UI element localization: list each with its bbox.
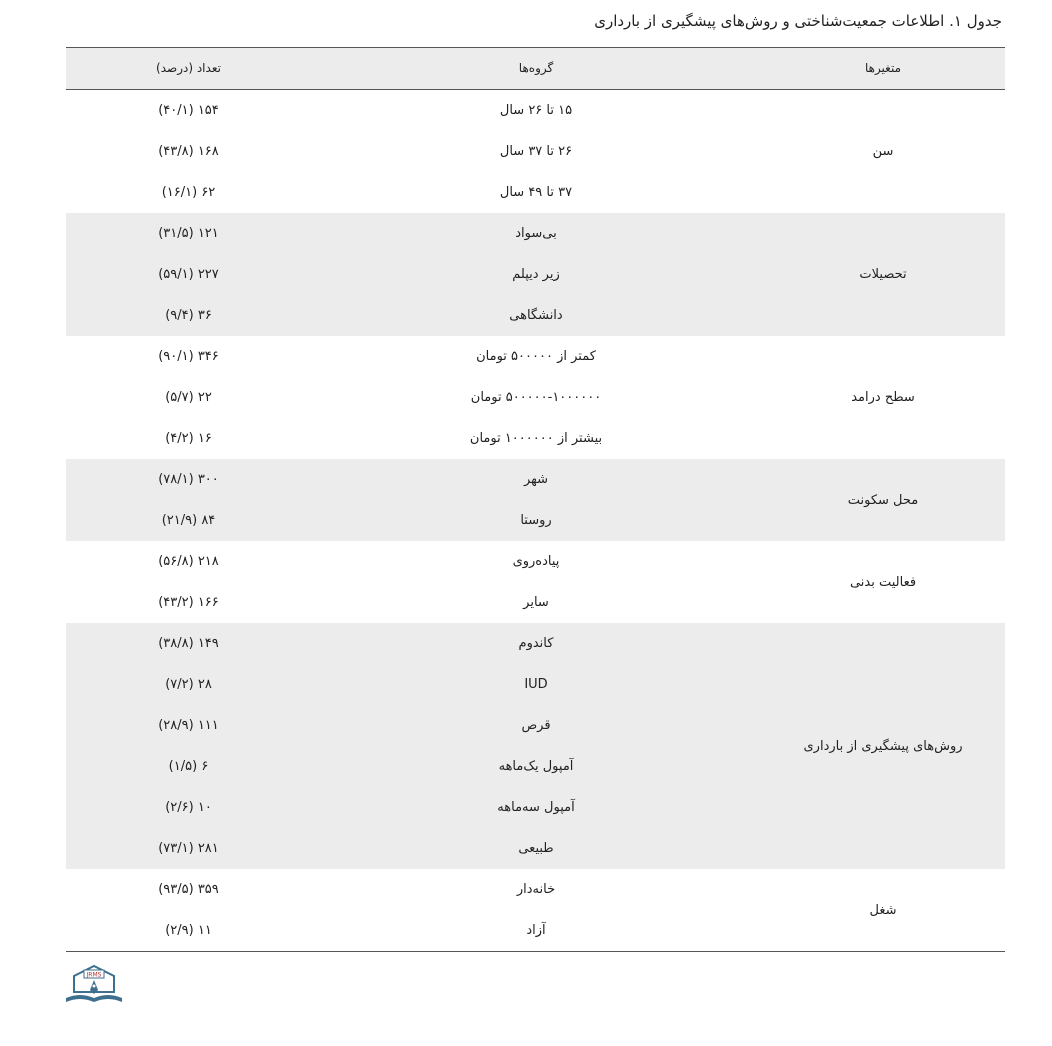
count-cell: ۲۱۸ (۵۶/۸) — [158, 554, 219, 569]
group-cell: آمپول سه‌ماهه — [497, 800, 575, 815]
table-row — [66, 418, 1005, 459]
group-cell: بیشتر از ۱۰۰۰۰۰۰ تومان — [469, 431, 603, 446]
table-row — [66, 623, 1005, 664]
group-cell: IUD — [524, 677, 548, 692]
table-row — [66, 582, 1005, 623]
group-cell: سایر — [523, 595, 549, 610]
count-cell: ۱۶۶ (۴۳/۲) — [158, 595, 219, 610]
count-cell: ۳۰۰ (۷۸/۱) — [158, 472, 219, 487]
variable-group — [66, 90, 1005, 213]
variable-name: شغل — [869, 902, 897, 918]
count-cell: ۲۲۷ (۵۹/۱) — [158, 267, 219, 282]
group-cell: شهر — [523, 472, 549, 487]
variable-group — [66, 623, 1005, 869]
group-cell: دانشگاهی — [509, 308, 563, 323]
table-row — [66, 910, 1005, 951]
svg-text:JRMS: JRMS — [86, 971, 102, 979]
variable-group — [66, 459, 1005, 541]
group-cell: طبیعی — [518, 841, 554, 856]
variable-group — [66, 336, 1005, 459]
header-groups: گروه‌ها — [518, 61, 554, 75]
group-cell: کمتر از ۵۰۰۰۰۰ تومان — [476, 349, 596, 364]
table-row — [66, 377, 1005, 418]
group-cell: آزاد — [526, 923, 546, 938]
count-cell: ۱۰ (۲/۶) — [165, 800, 212, 815]
count-cell: ۱۶ (۴/۲) — [165, 431, 212, 446]
group-cell: ۲۶ تا ۳۷ سال — [499, 144, 573, 159]
table-row — [66, 787, 1005, 828]
table-header — [66, 48, 1005, 90]
table-row — [66, 746, 1005, 787]
variable-name: محل سکونت — [847, 492, 919, 508]
group-cell: ۵۰۰۰۰۰-۱۰۰۰۰۰۰ تومان — [470, 390, 602, 405]
variable-name: سن — [872, 144, 894, 159]
group-cell: ۳۷ تا ۴۹ سال — [499, 185, 573, 200]
count-cell: ۱۵۴ (۴۰/۱) — [158, 103, 219, 118]
group-cell: ۱۵ تا ۲۶ سال — [499, 103, 573, 118]
table-row — [66, 664, 1005, 705]
table-row — [66, 131, 1005, 172]
variable-name: سطح درامد — [851, 390, 915, 405]
count-cell: ۲۸ (۷/۲) — [165, 677, 212, 692]
count-cell: ۱۴۹ (۳۸/۸) — [158, 636, 219, 651]
group-cell: زیر دیپلم — [512, 267, 560, 282]
table-row — [66, 90, 1005, 131]
table-row — [66, 213, 1005, 254]
table-row — [66, 541, 1005, 582]
count-cell: ۳۴۶ (۹۰/۱) — [158, 349, 219, 364]
table-caption: جدول ۱. اطلاعات جمعیت‌شناختی و روش‌های پیشگیری از بارداری — [594, 12, 1002, 30]
count-cell: ۲۲ (۵/۷) — [165, 390, 212, 405]
table-row — [66, 500, 1005, 541]
variable-group — [66, 541, 1005, 623]
table-row — [66, 172, 1005, 213]
group-cell: بی‌سواد — [515, 226, 557, 241]
count-cell: ۱۲۱ (۳۱/۵) — [158, 226, 219, 241]
count-cell: ۶۲ (۱۶/۱) — [161, 185, 216, 200]
count-cell: ۶ (۱/۵) — [168, 759, 209, 774]
count-cell: ۱۱ (۲/۹) — [165, 923, 212, 938]
table-row — [66, 254, 1005, 295]
count-cell: ۱۱۱ (۲۸/۹) — [158, 718, 219, 733]
table-row — [66, 828, 1005, 869]
group-cell: آمپول یک‌ماهه — [498, 759, 574, 774]
table-row — [66, 336, 1005, 377]
variable-name: فعالیت بدنی — [849, 574, 917, 590]
variable-group — [66, 213, 1005, 336]
table-row — [66, 869, 1005, 910]
table-row — [66, 705, 1005, 746]
variable-group — [66, 869, 1005, 951]
count-cell: ۸۴ (۲۱/۹) — [161, 513, 216, 528]
count-cell: ۲۸۱ (۷۳/۱) — [158, 841, 219, 856]
count-cell: ۳۵۹ (۹۳/۵) — [158, 882, 219, 897]
variable-name: تحصیلات — [859, 267, 907, 282]
group-cell: کاندوم — [518, 636, 554, 651]
table-row — [66, 459, 1005, 500]
group-cell: پیاده‌روی — [512, 554, 560, 569]
group-cell: روستا — [520, 513, 552, 528]
variable-name: روش‌های پیشگیری از بارداری — [803, 738, 963, 754]
group-cell: قرص — [521, 718, 551, 733]
header-count: تعداد (درصد) — [156, 61, 221, 75]
table-row — [66, 295, 1005, 336]
table-body — [66, 90, 1005, 951]
count-cell: ۱۶۸ (۴۳/۸) — [158, 144, 219, 159]
journal-logo-icon — [62, 958, 126, 1006]
group-cell: خانه‌دار — [516, 882, 556, 897]
count-cell: ۳۶ (۹/۴) — [165, 308, 212, 323]
demographics-table — [66, 47, 1005, 952]
header-variables: متغیرها — [864, 61, 902, 75]
